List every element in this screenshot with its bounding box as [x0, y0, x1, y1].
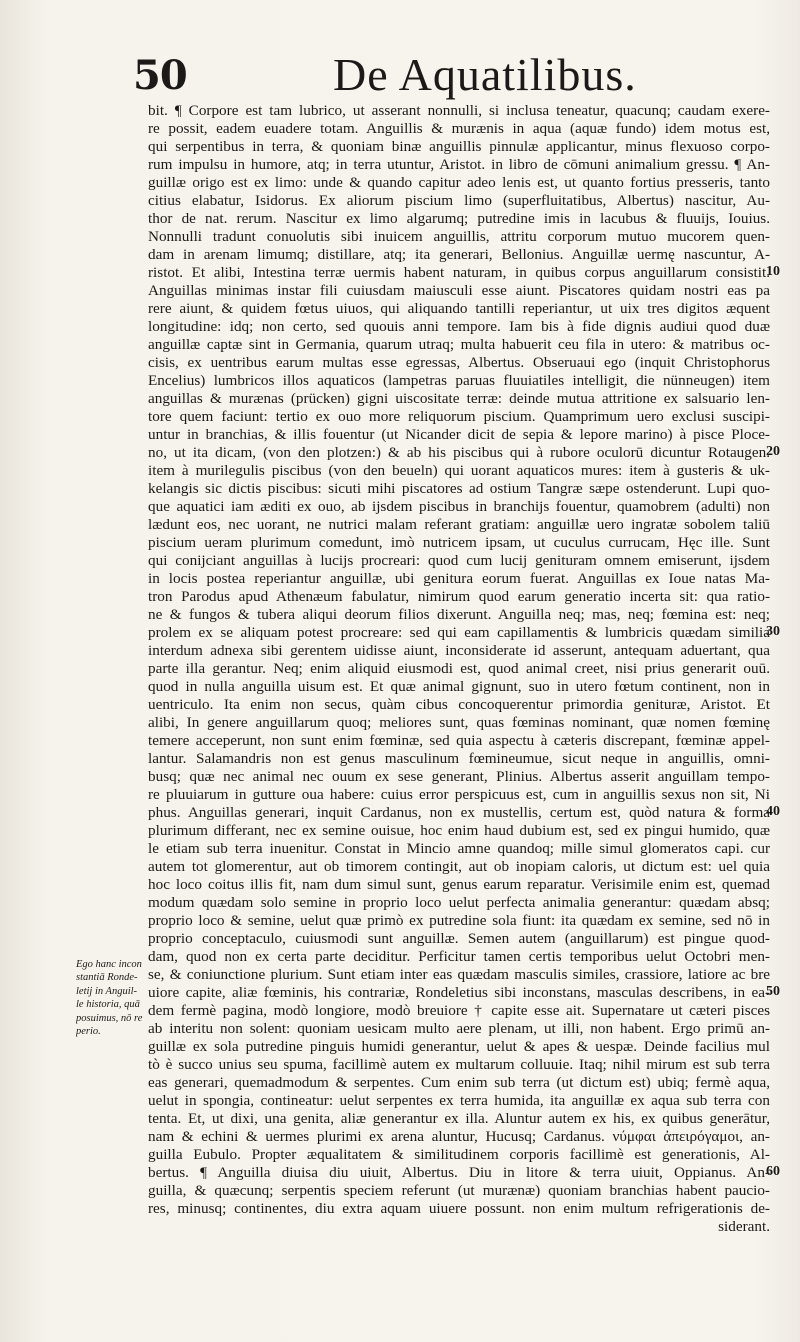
margin-note-line: le historia, quā [76, 999, 140, 1011]
body-text [148, 102, 770, 1236]
page-number: 50 [133, 52, 187, 99]
text-line: guillæ origo est ex limo: unde & quando capitur adeo lenis est, ut quanto fortius presseris, tanto [148, 174, 770, 191]
text-line: qui conijciant anguillas à lucijs procreari: quod cum lucij genituram omnem emiserunt, ijsdem [148, 552, 770, 569]
text-line: anguillas & murænas (prücken) gigni uiscositate terræ: deinde mutua attritione ex salsuario len- [148, 390, 770, 407]
text-line: Nonnulli tradunt conuolutis sibi inuicem anguillis, attritu corporum mutuo mucorem quen- [148, 228, 770, 245]
text-line: hoc loco coitus illis fit, nam dum simul sunt, genus earum reparatur. Verisimile enim est, quemad [148, 876, 770, 893]
text-line: ab interitu non solent: quoniam uesicam multo aere plenam, ut illi, non habent. Ergo primū an- [148, 1020, 770, 1037]
text-line: thor de nat. rerum. Nascitur ex limo algarumq; putredine imis in lacubus & fluuijs, Iouius. [148, 210, 770, 227]
text-line: uentriculo. Ita enim non secus, quàm cibus concoquerentur primordia genituræ, Aristot. Et [148, 696, 770, 713]
text-line: modum quædam solo semine in proprio loco uelut perfecta animalia generantur: quædam absq; [148, 894, 770, 911]
text-line: item à murilegulis piscibus (von den beueln) qui uorant aquaticos mures: item à gusteris & uk- [148, 462, 770, 479]
text-line: temere acceperunt, non sunt enim fœminæ, sed quia aspectu à cæteris discrepant, fœminæ appel- [148, 732, 770, 749]
margin-line-number: 40 [766, 804, 780, 819]
text-line: phus. Anguillas generari, inquit Cardanus, non ex mustellis, certum est, quòd natura & forma [148, 804, 770, 821]
text-line: rere aiunt, & quidem fœtus uiuos, qui aliquando tantilli reperiantur, ut uix tres digitos æquent [148, 300, 770, 317]
text-line: lantur. Salamandris non est genus masculinum fœmineumue, sicut neque in anguillis, omni- [148, 750, 770, 767]
margin-note-line: stantiā Ronde- [76, 972, 138, 984]
text-line: se, & coniunctione plurium. Sunt etiam inter eas quædam masculis similes, crassiore, latiore ac bre [148, 966, 770, 983]
margin-line-number: 10 [766, 264, 780, 279]
text-line: alibi, In genere anguillarum quoq; meliores sunt, quas fœminas nominant, quæ nomen fœminę [148, 714, 770, 731]
text-line: uelut in spongia, contineatur: uelut serpentes ex terra humida, ita anguillæ ex aqua sub terra con [148, 1092, 770, 1109]
text-line: quod in nulla anguilla uisum est. Et quæ animal gignunt, suo in utero fœtum continent, non in [148, 678, 770, 695]
text-line: guilla, & quæcunq; serpentis speciem referunt (ut murænæ) quoniam branchias habent paucio- [148, 1182, 770, 1199]
text-line: citius elabatur, Isidorus. Ex aliorum piscium limo (superfluitatibus, Albertus) nascitur, Au- [148, 192, 770, 209]
text-line: interdum adnexa sibi gerentem uidisse aiunt, inconsiderate id asserunt, antequam aduertant, qua [148, 642, 770, 659]
text-line: eas generari, quemadmodum & serpentes. Cum enim sub terra (ut dictum est) ubiq; fermè aqua, [148, 1074, 770, 1091]
margin-note [76, 958, 148, 1038]
text-line: cisis, ex uentribus earum multas esse egressas, Albertus. Obseruaui ego (inquit Christophorus [148, 354, 770, 371]
text-line: proprio conceptaculo, cuiusmodi sunt anguillæ. Semen autem (anguillarum) est pingue quod- [148, 930, 770, 947]
margin-note-line: Ego hanc incon [76, 959, 142, 970]
text-line: anguillæ captæ sint in Germania, quarum utraq; multa habuerit ceu fila in utero: & matribus oc- [148, 336, 770, 353]
text-line: uiore capite, aliæ fœminis, his contrariæ, Rondeletius sibi inconstans, masculas describens, in ea- [148, 984, 770, 1001]
text-line: guilla Eubulo. Propter æqualitatem & similitudinem corporis facillimè est generationis, Al- [148, 1146, 770, 1163]
text-line: prolem ex se aliquam potest procreare: sed qui eam capillamentis & lumbricis quædam similia [148, 624, 770, 641]
text-line: proprio loco & semine, uelut quæ primò ex putredine sola fiunt: ita quædam ex semine, sed nō in [148, 912, 770, 929]
margin-note-line: letij in Anguil- [76, 985, 138, 997]
page-header [133, 48, 773, 104]
text-line: le etiam sub terra inuenitur. Constat in Mincio amne quandoq; mille simul glomeratos capi. cur [148, 840, 770, 857]
margin-note-line: posuimus, nō re [76, 1012, 143, 1024]
text-line: Anguillas minimas instar fili cuiusdam maiusculi esse aiunt. Piscatores quidam nostri eas pa [148, 282, 770, 299]
text-line: dam in arenam limumq; distillare, atq; ita generari, Bellonius. Anguillæ uermę nascuntur, A- [148, 246, 770, 263]
margin-line-number: 60 [766, 1164, 780, 1179]
text-line: no, ut ita dicam, (von den plotzen:) & ab his piscibus qui à rubore oculorū dicuntur Rotaugen. [148, 444, 770, 461]
text-line: dam, quod non ex certa parte deciditur. Perficitur tamen certis temporibus uelut Octobri men- [148, 948, 770, 965]
text-line: busq; quæ nec animal nec ouum ex sese generant, Plinius. Albertus asserit anguillam tempo- [148, 768, 770, 785]
text-line: untur in branchias, & illis fouentur (ut Nicander dicit de sepia & lepore marino) à pisce Ploce- [148, 426, 770, 443]
text-line: tò è succo unius seu spuma, facillimè autem ex multarum colluuie. Itaq; nihil mirum est sub terra [148, 1056, 770, 1073]
text-line: bertus. ¶ Anguilla diuisa diu uiuit, Albertus. Diu in litore & terra uiuit, Oppianus. An- [148, 1164, 770, 1181]
text-line: in locis postea reperiantur anguillæ, ubi genitura eorum fuerat. Anguillas ex Ioue natas Ma- [148, 570, 770, 587]
margin-line-number: 50 [766, 984, 780, 999]
text-line: bit. ¶ Corpore est tam lubrico, ut asserant nonnulli, si inclusa teneatur, quacunq; caudam exere- [148, 102, 770, 119]
text-line: tore quem faciunt: tertio ex ouo more reliquorum piscium. Quamprimum uero exclusi suscipi- [148, 408, 770, 425]
text-line: plurimum differant, nec ex semine ouisue, hoc enim haud dubium est, sed ex pingui humido, quæ [148, 822, 770, 839]
text-line: piscium ueram plurimum comedunt, imò nutricem ipsam, ut cuculus currucam, Hęc ille. Sunt [148, 534, 770, 551]
margin-line-number: 30 [766, 624, 780, 639]
text-line: siderant. [718, 1218, 770, 1235]
text-line: guillæ ex sola putredine pinguis humidi generantur, uelut & apes & uespæ. Deinde facilius mul [148, 1038, 770, 1055]
text-line: ristot. Et alibi, Intestina terræ uermis habent naturam, in quibus corpus anguillarum consistit. [148, 264, 770, 281]
margin-note-line: perio. [76, 1026, 101, 1038]
running-title: De Aquatilibus. [333, 49, 637, 100]
text-line: longitudine: idq; non certo, sed quouis anni tempore. Iam bis à fide dignis audiui quod duæ [148, 318, 770, 335]
text-line: kelangis sic dictis piscibus: sicuti mihi piscatores ad ostium Tangræ sæpe ostenderunt. Lupi quo- [148, 480, 770, 497]
text-line: ne & fungos & tubera aliqui deorum filios dixerunt. Anguilla neq; mas, neq; fœmina est: neq; [148, 606, 770, 623]
text-line: nam & echini & uermes plurimi ex arena aluntur, Hucusq; Cardanus. νύμφαι ἀπειρόγαμοι, an- [148, 1128, 770, 1145]
text-line: tron Parodus apud Athenæum fabulatur, nimirum quod earum generatio incerta sit: qua ratio- [148, 588, 770, 605]
margin-line-number: 20 [766, 444, 780, 459]
text-line: Encelius) lumbricos illos aquaticos (lampetras paruas fluuiatiles intelligit, die nünneugen) item [148, 372, 770, 389]
text-line: res, minusq; continentes, diu extra aquam uiuere possunt. non enim multum refrigerationis de- [148, 1200, 770, 1217]
text-line: rum impulsu in humore, atq; in terra utuntur, Aristot. in libro de cōmuni animalium gressu. ¶ An- [148, 156, 770, 173]
text-line: autem tot glomerentur, aut ob timorem contingit, aut ob inopiam caloris, ut dictum est: uel quia [148, 858, 770, 875]
text-line: qui serpentibus in terra, & quoniam binæ anguillis pinnulæ applicantur, minus flexuoso corpo- [148, 138, 770, 155]
text-line: que aquatici iam æditi ex ouo, ab ijsdem piscibus in branchijs fouentur, quamobrem (adulti) non [148, 498, 770, 515]
text-line: dem fermè pagina, modò longiore, modò breuiore † capite esse ait. Supernatare ut cæteri pisces [148, 1002, 770, 1019]
text-line: re pluuiarum in gutture oua habere: cuius error perspicuus est, cum in anguillis sexus non sit, Ni [148, 786, 770, 803]
text-line: parte illa gerantur. Neq; enim aliquid eiusmodi est, quod animal creet, nisi prius generarit ouū. [148, 660, 770, 677]
text-line: tenta. Et, ut dixi, una genita, aliæ generantur ex illa. Aluntur autem ex his, ex quibus generātur, [148, 1110, 770, 1127]
text-line: lædunt eos, nec uorant, ne nutrici malam referant gratiam: anguillæ uero ingratæ sobolem taliū [148, 516, 770, 533]
text-line: re possit, eadem euadere totam. Anguillis & murænis in aqua (aquæ fundo) idem motus est, [148, 120, 770, 137]
